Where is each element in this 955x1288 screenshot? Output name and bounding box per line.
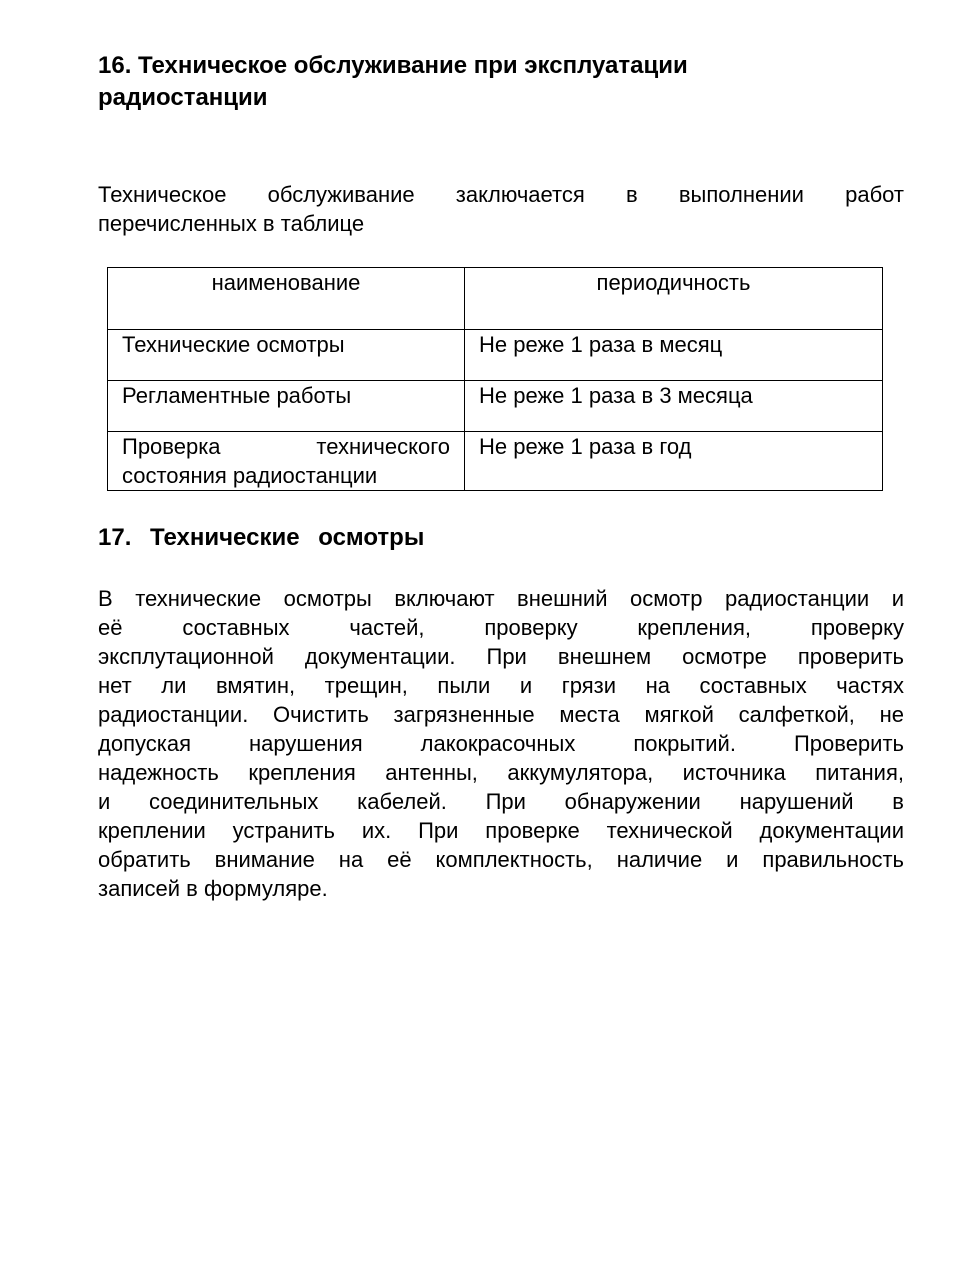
table-header-name: наименование xyxy=(108,268,465,330)
table-cell-name-line2: состояния радиостанции xyxy=(122,463,378,488)
section-16-heading-line2: радиостанции xyxy=(98,84,268,111)
table-cell-name xyxy=(108,432,465,491)
body-line: креплении устранить их. При проверке технической документации xyxy=(98,818,904,843)
body-line: допуская нарушения лакокрасочных покрытий. Проверить xyxy=(98,731,904,756)
table-row xyxy=(108,381,883,432)
section-16-heading-line1: 16. Техническое обслуживание при эксплуатации xyxy=(98,52,688,79)
table-header-period: периодичность xyxy=(465,268,883,330)
table-header-row xyxy=(108,268,883,330)
body-line: эксплутационной документации. При внешнем осмотре проверить xyxy=(98,644,904,669)
body-line: обратить внимание на её комплектность, наличие и правильность xyxy=(98,847,904,872)
section-17-body xyxy=(98,584,904,903)
table-cell-period: Не реже 1 раза в 3 месяца xyxy=(465,381,883,432)
section-16-heading xyxy=(98,50,858,114)
table-cell-period: Не реже 1 раза в месяц xyxy=(465,330,883,381)
body-line: и соединительных кабелей. При обнаружении нарушений в xyxy=(98,789,904,814)
table-cell-name: Регламентные работы xyxy=(108,381,465,432)
section-17-heading: 17. Технические осмотры xyxy=(98,524,425,551)
body-line: надежность крепления антенны, аккумулятора, источника питания, xyxy=(98,760,904,785)
table-row xyxy=(108,330,883,381)
body-line: нет ли вмятин, трещин, пыли и грязи на составных частях xyxy=(98,673,904,698)
document-page xyxy=(98,50,904,903)
intro-line-2: перечисленных в таблице xyxy=(98,211,365,236)
maintenance-table xyxy=(107,267,883,491)
table-row xyxy=(108,432,883,491)
body-line: записей в формуляре. xyxy=(98,876,328,901)
body-line: радиостанции. Очистить загрязненные места мягкой салфеткой, не xyxy=(98,702,904,727)
body-line: её составных частей, проверку крепления, проверку xyxy=(98,615,904,640)
table-cell-period: Не реже 1 раза в год xyxy=(465,432,883,491)
intro-line-1: Техническое обслуживание заключается в выполнении работ xyxy=(98,182,904,207)
table-cell-name-line1: Проверка технического xyxy=(122,434,450,459)
section-16-intro xyxy=(98,180,904,238)
table-cell-name: Технические осмотры xyxy=(108,330,465,381)
body-line: В технические осмотры включают внешний осмотр радиостанции и xyxy=(98,586,904,611)
